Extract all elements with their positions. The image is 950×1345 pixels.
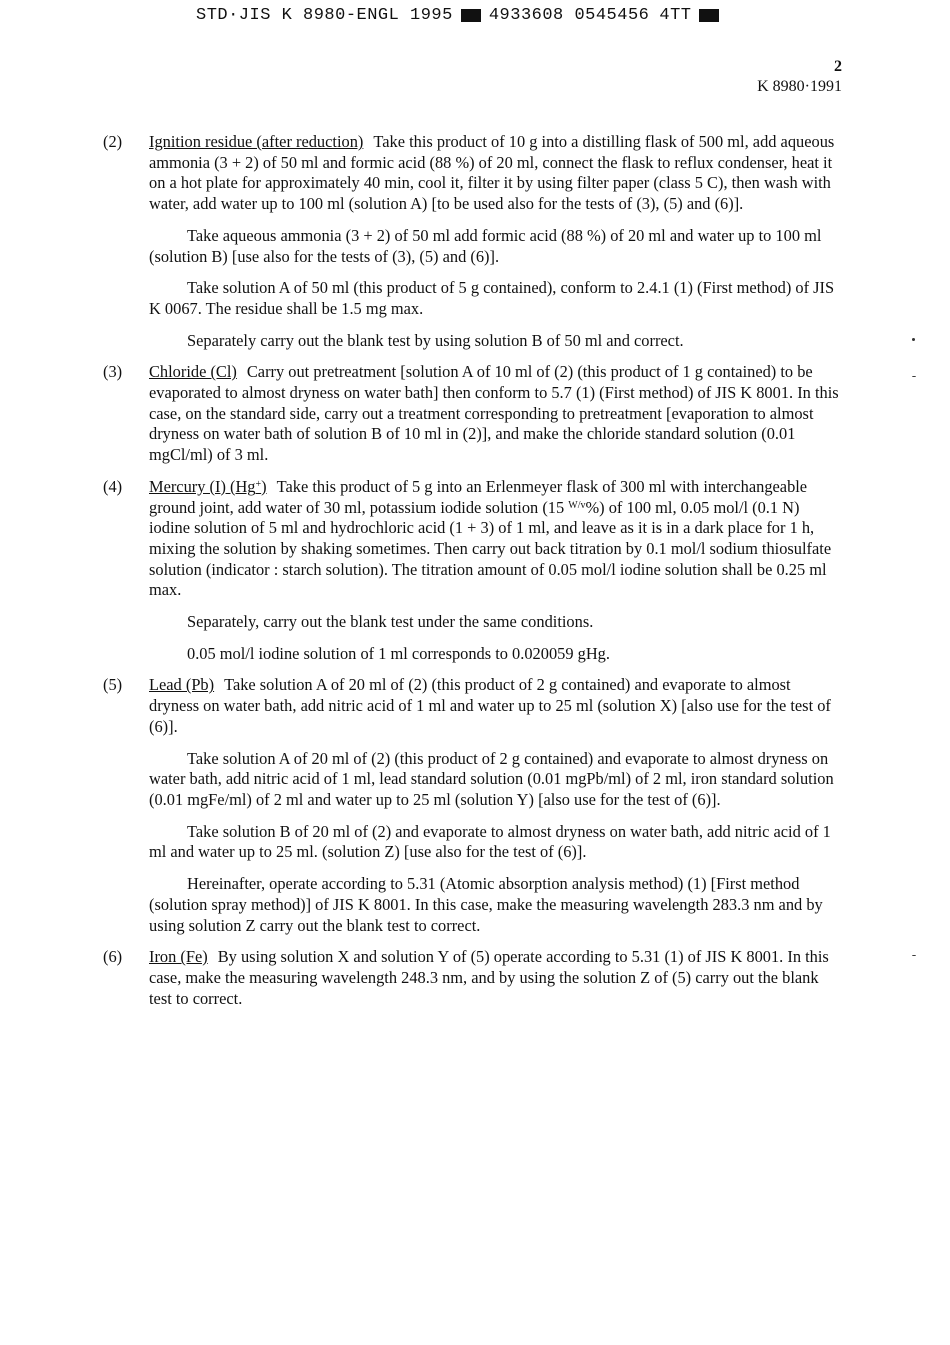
item-number: (4) bbox=[103, 476, 123, 496]
paragraph-text: Separately, carry out the blank test under the same conditions. bbox=[187, 612, 594, 632]
section-mercury bbox=[103, 477, 843, 665]
scan-artifact bbox=[912, 338, 915, 341]
paragraph-text: Take solution A of 50 ml (this product of 5 g contained), conform to 2.4.1 (1) (First method) of JIS K 0067. The residue shall be 1.5 mg max. bbox=[149, 278, 835, 318]
header-block-mark bbox=[461, 9, 481, 22]
paragraph-text: 0.05 mol/l iodine solution of 1 ml corresponds to 0.020059 gHg. bbox=[187, 643, 610, 663]
paragraph-text: Separately carry out the blank test by using solution B of 50 ml and correct. bbox=[187, 330, 684, 350]
section-ignition-residue bbox=[103, 132, 843, 351]
scan-artifact bbox=[912, 955, 916, 956]
paragraph-text: Take solution B of 20 ml of (2) and evaporate to almost dryness on water bath, add nitric acid of 1 ml and water up to 25 ml. (solution Z) [use also for the test of (6)]. bbox=[149, 821, 831, 862]
paragraph-text: Hereinafter, operate according to 5.31 (Atomic absorption analysis method) (1) [First method (solution spray method)] of JIS K 8001. In this case, make the measuring wavelength 283.3 nm and by using solution Z carry out the blank test to correct. bbox=[149, 874, 823, 935]
item-title: Iron (Fe) bbox=[149, 947, 208, 967]
scan-artifact bbox=[912, 376, 916, 377]
item-number: (6) bbox=[103, 947, 123, 967]
header-serial-code: 4933608 0545456 bbox=[488, 6, 650, 25]
item-title: Lead (Pb) bbox=[149, 675, 215, 695]
paragraph-text: By using solution X and solution Y of (5) operate according to 5.31 (1) of JIS K 8001. In this case, make the measuring wavelength 248.3 nm, and by using the solution Z of (5) carry out the blank test to correct. bbox=[149, 947, 829, 1008]
section-iron bbox=[103, 947, 843, 1009]
paragraph-text: Take solution A of 20 ml of (2) (this product of 2 g contained) and evaporate to almost dryness on water bath, add nitric acid of 1 ml and water up to 25 ml (solution X) [also use for the test of (6)]. bbox=[149, 675, 831, 736]
header-standard-code: STD·JIS K 8980-ENGL 1995 bbox=[196, 6, 453, 25]
page-number: 2 bbox=[834, 58, 842, 75]
item-number: (5) bbox=[103, 675, 123, 695]
header-suffix-code: 4TT bbox=[659, 6, 692, 25]
document-header-code bbox=[196, 6, 796, 25]
document-body bbox=[103, 132, 843, 1020]
paragraph-text: Carry out pretreatment [solution A of 10 ml of (2) (this product of 1 g contained) to be evaporated to almost dryness on water bath] then conform to 5.7 (1) (First method) of JIS K 8001. In this case, on the standard side, carry out a treatment corresponding to pretreatment [evaporation to almost dryness on water bath of solution B of 10 ml in (2)], and make the chloride standard solution (0.01 mgCl/ml) of 3 ml. bbox=[149, 362, 839, 465]
paragraph-text: Take aqueous ammonia (3 + 2) of 50 ml add formic acid (88 %) of 20 ml and water up to 100 ml (solution B) [use also for the tests of (3), (5) and (6)]. bbox=[149, 225, 822, 266]
item-title: Ignition residue (after reduction) bbox=[149, 132, 364, 151]
paragraph-text: Take this product of 5 g into an Erlenmeyer flask of 300 ml with interchangeable ground joint, add water of 30 ml, potassium iodide solution (15 $^{W/v}$%) of 100 ml, 0.05 mol/l (0.1 N) iodine solution of 5 ml and hydrochloric acid (1 + 3) of 1 ml, and leave as it is in a dark place for 1 h, mixing the solution by shaking sometimes. Then carry out back titration by 0.1 mol/l sodium thiosulfate solution (indicator : starch solution). The titration amount of 0.05 mol/l iodine solution shall be 0.25 ml max. bbox=[149, 476, 832, 600]
header-block-mark-end bbox=[699, 9, 719, 22]
item-title: Chloride (Cl) bbox=[149, 362, 237, 382]
paragraph-text: Take solution A of 20 ml of (2) (this product of 2 g contained) and evaporate to almost dryness on water bath, add nitric acid of 1 ml, lead standard solution (0.01 mgPb/ml) of 2 ml, iron standard solution (0.01 mgFe/ml) of 2 ml and water up to 25 ml (solution Y) [also use for the test of (6)]. bbox=[149, 748, 834, 809]
item-number: (3) bbox=[103, 362, 123, 382]
item-number: (2) bbox=[103, 132, 123, 151]
item-title: Mercury (I) (Hg+) bbox=[149, 476, 267, 496]
paragraph-text: Take this product of 10 g into a distilling flask of 500 ml, add aqueous ammonia (3 + 2) of 50 ml and formic acid (88 %) of 20 ml, connect the flask to reflux condenser, heat it on a hot plate for approximately 40 min, cool it, filter it by using filter paper (class 5 C), then wash with water, add water up to 100 ml (solution A) [to be used also for the tests of (3), (5) and (6)]. bbox=[149, 132, 835, 214]
section-chloride bbox=[103, 362, 843, 466]
section-lead bbox=[103, 675, 843, 936]
standard-reference: K 8980·1991 bbox=[757, 78, 842, 95]
